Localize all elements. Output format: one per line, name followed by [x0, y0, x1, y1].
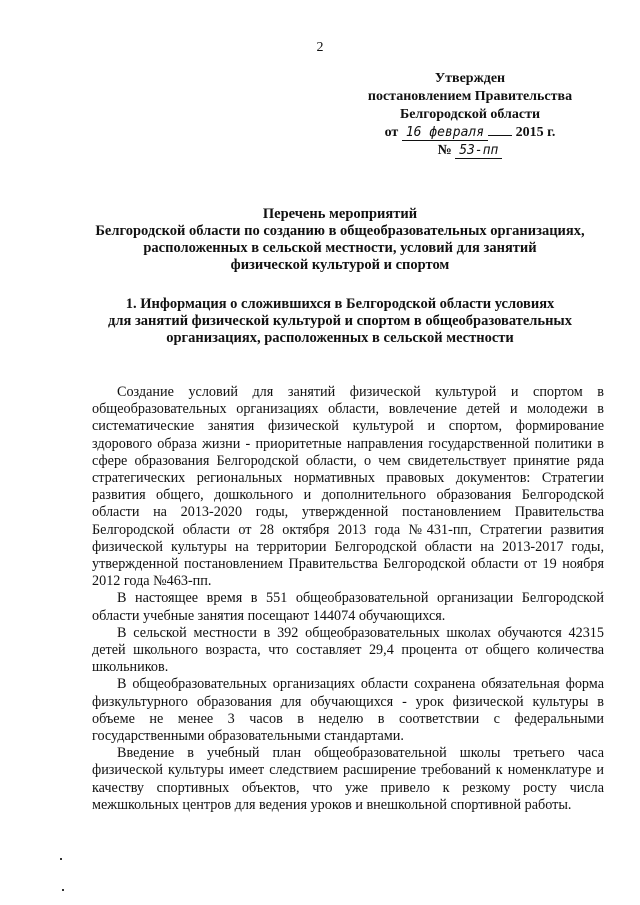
- section-line-3: организациях, расположенных в сельской местности: [166, 330, 514, 346]
- section-line-2: для занятий физической культурой и спортом в общеобразовательных: [108, 313, 572, 329]
- approval-line-1: Утвержден: [434, 71, 506, 86]
- page-number: 2: [316, 40, 324, 55]
- handwritten-date: 16 февраля: [402, 125, 488, 141]
- number-prefix: №: [437, 143, 452, 158]
- approval-number-line: [350, 142, 590, 160]
- date-prefix: от: [384, 125, 399, 140]
- document-title: [60, 206, 620, 274]
- title-line-4: физической культурой и спортом: [230, 257, 450, 273]
- approval-date-line: [350, 124, 590, 142]
- scan-speck: [62, 889, 64, 891]
- section-line-1: 1. Информация о сложившихся в Белгородской области условиях: [125, 296, 555, 312]
- paragraph: Введение в учебный план общеобразовательной школы третьего часа физической культуры имеет следствием расширение требований к номенклатуре и качеству спортивных объектов, что уже привело к резкому росту числа межшкольных центров для ведения уроков и внешкольной спортивной работы.: [92, 745, 604, 813]
- paragraph: В настоящее время в 551 общеобразовательной организации Белгородской области учебные занятия посещают 144074 обучающихся.: [92, 590, 604, 624]
- approval-line-3: Белгородской области: [399, 107, 541, 122]
- paragraph: В общеобразовательных организациях области сохранена обязательная форма физкультурного образования для обучающихся - урок физической культуры в объеме не менее 3 часов в неделю в соответствии с федеральными государственными образовательными стандартами.: [92, 676, 604, 745]
- handwritten-number: 53-пп: [455, 143, 502, 159]
- paragraph: В сельской местности в 392 общеобразовательных школах обучаются 42315 детей школьного возраста, что составляет 29,4 процента от общего количества школьников.: [92, 624, 604, 676]
- approval-line-2: постановлением Правительства: [367, 89, 573, 104]
- scan-speck: [60, 858, 62, 860]
- body-text: [92, 384, 604, 814]
- approval-stamp: [350, 70, 590, 160]
- title-line-1: Перечень мероприятий: [262, 206, 418, 222]
- date-blank: [488, 135, 512, 136]
- date-year: 2015 г.: [515, 125, 556, 140]
- section-heading: [60, 296, 620, 347]
- paragraph: Создание условий для занятий физической культурой и спортом в общеобразовательных организациях области, вовлечение детей и молодежи в систематические занятия физической культурой и спортом, формирование здорового образа жизни - приоритетные направления государственной политики в сфере образования Белгородской области, о чем свидетельствует принятие ряда стратегических региональных нормативных правовых документов: Стратегии развития общего, дошкольного и дополнительного образования Белгородской области на 2013-2020 годы, утвержденной постановлением Правительства Белгородской области от 28 октября 2013 года №431-пп, Стратегии развития физической культуры на территории Белгородской области на 2013-2017 годы, утвержденной постановлением Правительства Белгородской области от 19 ноября 2012 года №463-пп.: [92, 384, 604, 590]
- title-line-3: расположенных в сельской местности, условий для занятий: [143, 240, 537, 256]
- title-line-2: Белгородской области по созданию в общеобразовательных организациях,: [95, 223, 585, 239]
